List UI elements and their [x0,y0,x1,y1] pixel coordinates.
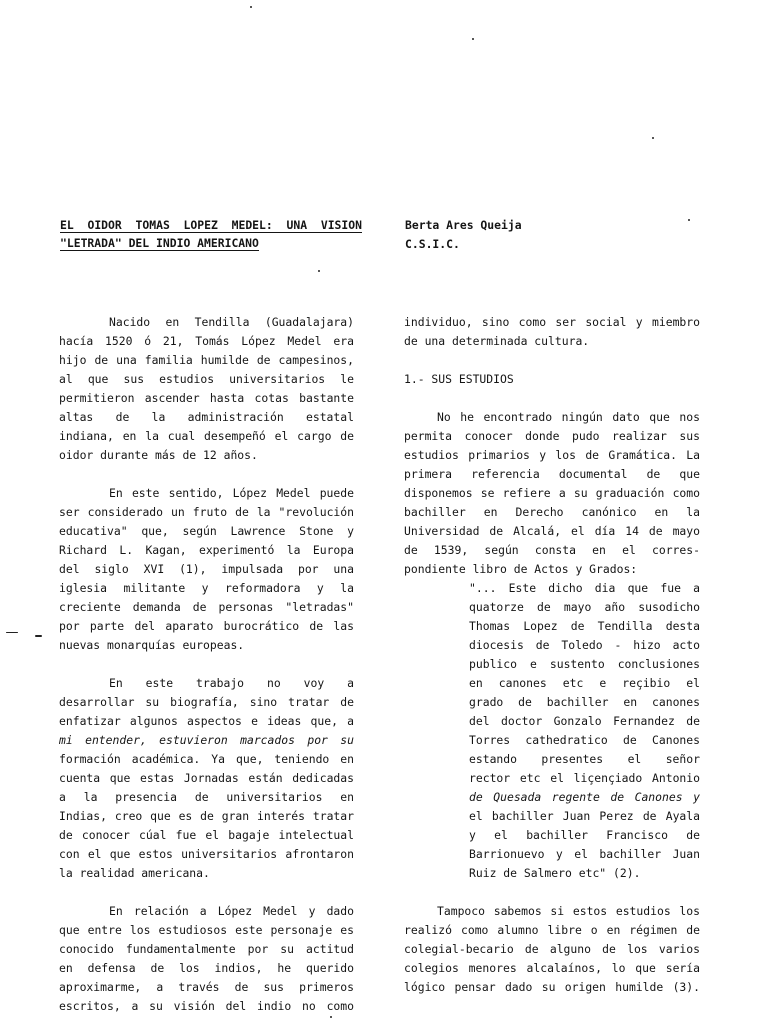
title-line-2: "LETRADA" DEL INDIO AMERICANO [60,236,259,250]
text-line: En relación a López Medel y dado [109,904,354,918]
title-line-1: EL OIDOR TOMAS LOPEZ MEDEL: UNA VISION [60,218,362,232]
text-line: publico e sustento conclusiones [469,657,700,671]
text-line: formación académica. Ya que, teniendo en [59,752,354,766]
text-line: educativa" que, según Lawrence Stone y [59,524,354,538]
text-line: conocido fundamentalmente por su actitud [59,942,354,956]
text-line: en canones etc e reçibio el [469,676,700,690]
text-line: escritos, a su visión del indio no como [59,999,354,1013]
text-line: En este sentido, López Medel puede [109,486,354,500]
paragraph-gap [404,389,700,408]
paragraph-gap [404,883,700,902]
text-line: Universidad de Alcalá, el día 14 de mayo [404,524,700,538]
text-line: Thomas Lopez de Tendilla desta [469,619,700,633]
text-line: lógico pensar dado su origen humilde (3). [404,980,700,994]
text-line: Nacido en Tendilla (Guadalajara) [109,315,354,329]
text-line: Indias, creo que es de gran interés tratar [59,809,354,823]
text-line: desarrollar su biografía, sino tratar de [59,695,354,709]
text-line: "... Este dicho dia que fue a [469,581,700,595]
scan-speck [330,1016,332,1018]
text-line: disponemos se refiere a su graduación como [404,486,700,500]
text-line: bachiller en Derecho canónico en la [404,505,700,519]
text-line: del siglo XVI (1), impulsada por una [59,562,354,576]
text-line: de una determinada cultura. [404,334,590,348]
author-institution: C.S.I.C. [405,237,460,251]
text-line: rector etc el liçençiado Antonio [469,771,700,785]
scan-speck [35,635,42,637]
author-block [405,216,522,254]
scan-speck [6,632,18,633]
author-name: Berta Ares Queija [405,218,522,232]
text-line: En este trabajo no voy a [109,676,354,690]
text-line: y el bachiller Francisco de [469,828,700,842]
text-line: individuo, sino como ser social y miembro [404,315,700,329]
scan-speck [688,219,690,221]
text-line: Barrionuevo y el bachiller Juan [469,847,700,861]
text-line: diocesis de Toledo - hizo acto [469,638,700,652]
text-line: al que sus estudios universitarios le [59,372,354,386]
text-line: Richard L. Kagan, experimentó la Europa [59,543,354,557]
text-line: por parte del aparato burocrático de las [59,619,354,633]
text-line: permitieron ascender hasta cotas bastante [59,391,354,405]
text-line: grado de bachiller en canones [469,695,700,709]
text-line: primera referencia documental de que [404,467,700,481]
text-line: realizó como alumno libre o en régimen de [404,923,700,937]
scan-speck [250,6,252,8]
text-line: Tampoco sabemos si estos estudios los [437,904,700,918]
text-line: Ruiz de Salmero etc" (2). [469,866,641,880]
text-line: creciente demanda de personas "letradas" [59,600,354,614]
text-line: cuenta que estas Jornadas están dedicadas [59,771,354,785]
text-line: aproximarme, a través de sus primeros [59,980,354,994]
text-line: que entre los estudiosos este personaje es [59,923,354,937]
paragraph-gap [59,883,354,902]
text-line: ser considerado un fruto de la "revolución [59,505,354,519]
text-line: con el que estos universitarios afrontaron [59,847,354,861]
article-title [60,216,362,252]
right-text-column [404,313,700,997]
left-text-column [59,313,354,1016]
text-line: mi entender, estuvieron marcados por su [59,733,354,747]
text-line: estando presentes el señor [469,752,700,766]
text-line: indiana, en la cual desempeñó el cargo de [59,429,354,443]
text-line: de conocer cúal fue el bagaje intelectual [59,828,354,842]
paragraph-gap [59,465,354,484]
text-line: permita conocer donde pudo realizar sus [404,429,700,443]
text-line: estudios primarios y los de Gramática. La [404,448,700,462]
paragraph-gap [59,655,354,674]
paragraph-gap [404,351,700,370]
text-line: de 1539, según consta en el corres- [404,543,700,557]
text-line: oidor durante más de 12 años. [59,448,258,462]
text-line: No he encontrado ningún dato que nos [437,410,700,424]
scan-speck [318,270,320,272]
text-line: de Quesada regente de Canones y [469,790,700,804]
text-line: pondiente libro de Actos y Grados: [404,562,638,576]
text-line: colegial-becario de alguno de los varios [404,942,700,956]
text-line: enfatizar algunos aspectos e ideas que, a [59,714,354,728]
text-line: la realidad americana. [59,866,210,880]
text-line: el bachiller Juan Perez de Ayala [469,809,700,823]
text-line: a la presencia de universitarios en [59,790,354,804]
text-line: nuevas monarquías europeas. [59,638,245,652]
scan-speck [652,137,654,139]
text-line: quatorze de mayo año susodicho [469,600,700,614]
text-line: hijo de una familia humilde de campesinos, [59,353,354,367]
text-line: colegios menores alcalaínos, lo que sería [404,961,700,975]
text-line: del doctor Gonzalo Fernandez de [469,714,700,728]
scan-speck [472,38,474,40]
text-line: iglesia militante y reformadora y la [59,581,354,595]
text-line: en defensa de los indios, he querido [59,961,354,975]
text-line: altas de la administración estatal [59,410,354,424]
text-line: 1.- SUS ESTUDIOS [404,372,514,386]
text-line: Torres cathedratico de Canones [469,733,700,747]
text-line: hacía 1520 ó 21, Tomás López Medel era [59,334,354,348]
